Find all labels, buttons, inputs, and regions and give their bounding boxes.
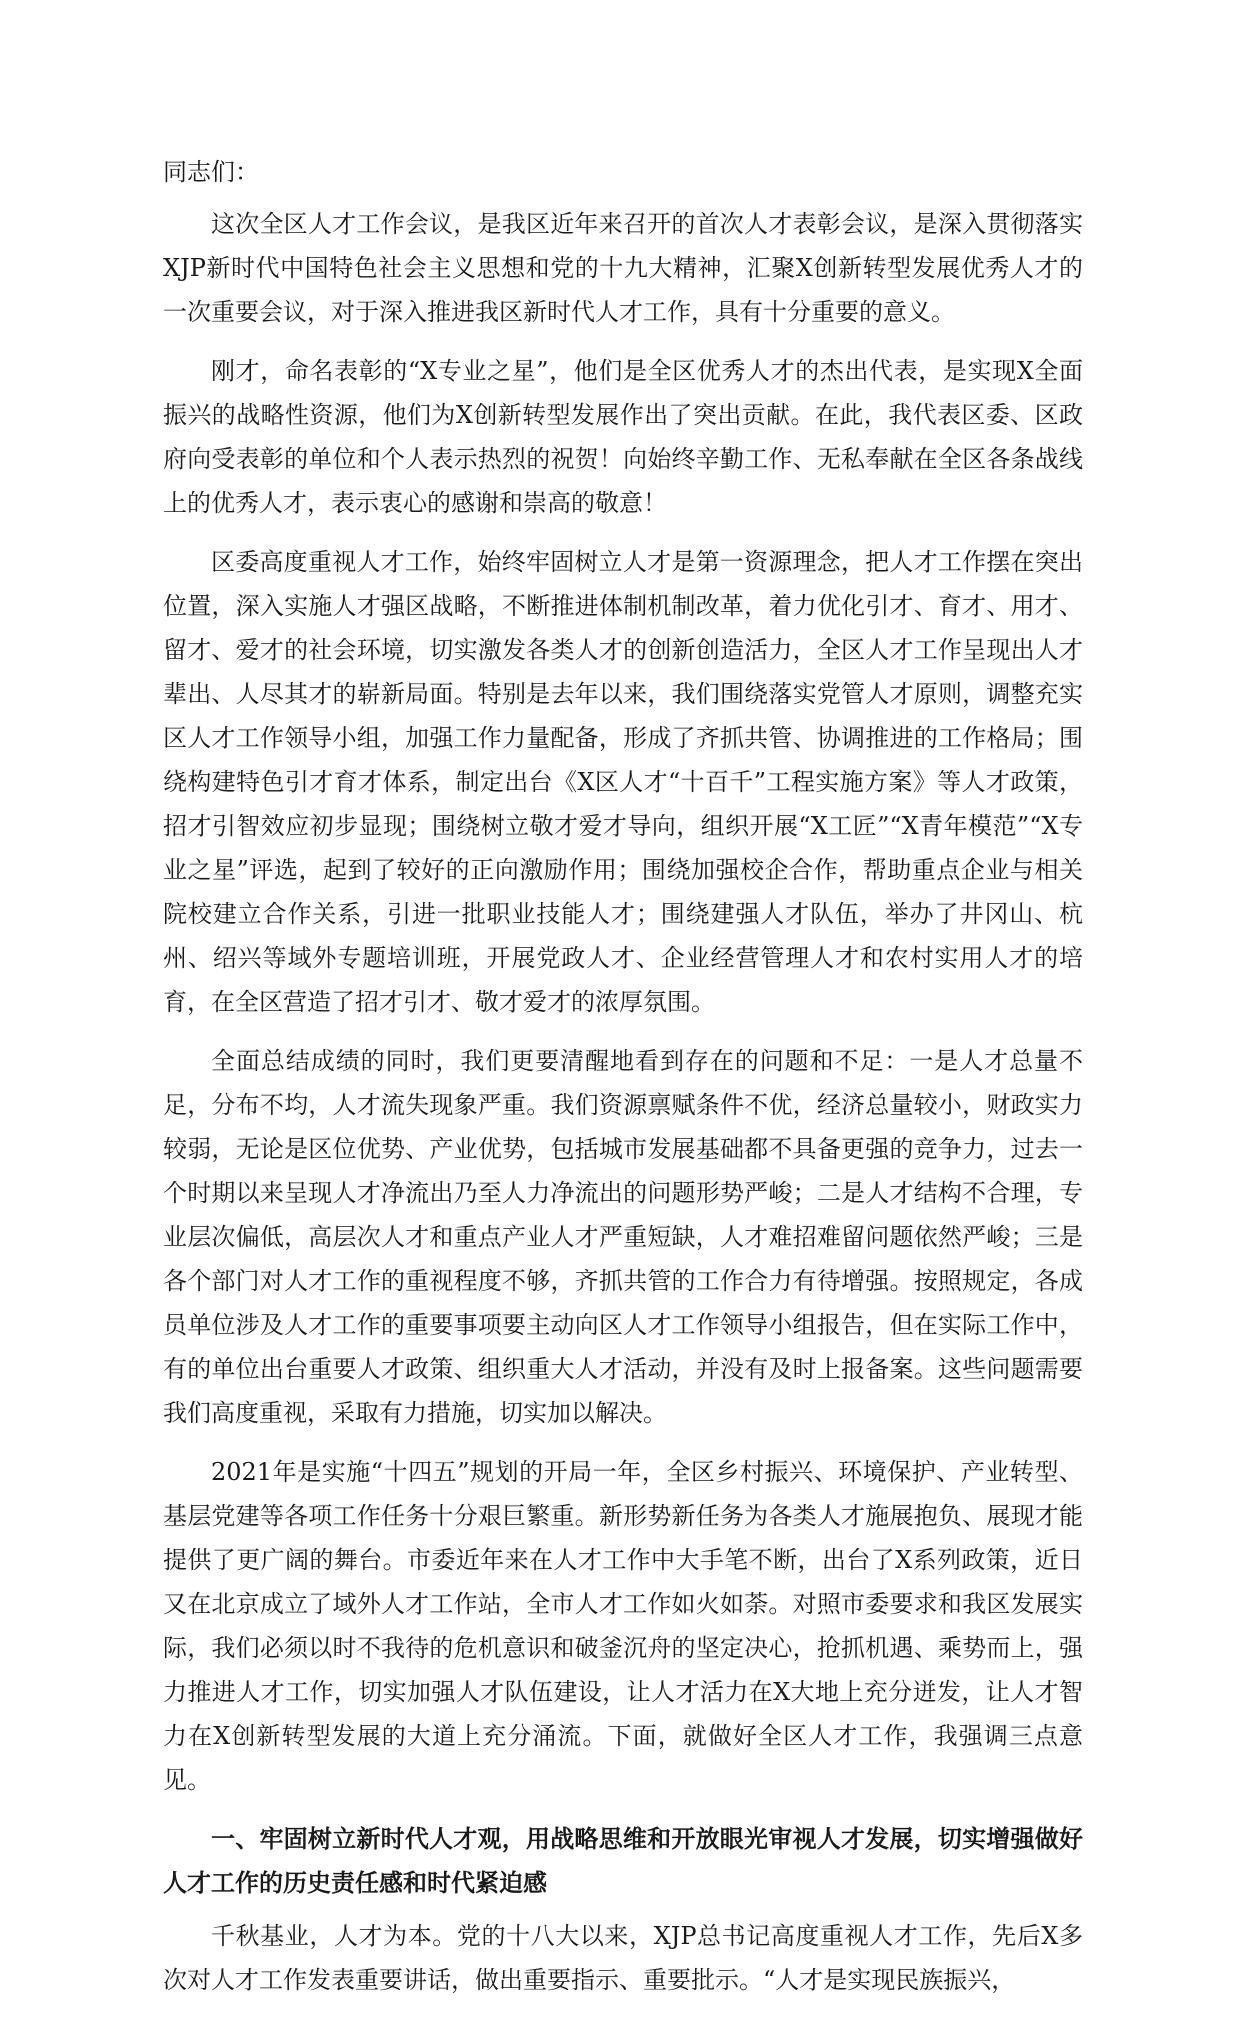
document-page	[163, 150, 1083, 2017]
section-heading-1: 一、牢固树立新时代人才观，用战略思维和开放眼光审视人才发展，切实增强做好人才工作的历史责任感和时代紧迫感	[163, 1824, 1083, 1897]
paragraph-2021-outlook: 2021年是实施“十四五”规划的开局一年，全区乡村振兴、环境保护、产业转型、基层党建等各项工作任务十分艰巨繁重。新形势新任务为各类人才施展抱负、展现才能提供了更广阔的舞台。市委近年来在人才工作中大手笔不断，出台了X系列政策，近日又在北京成立了域外人才工作站，全市人才工作如火如荼。对照市委要求和我区发展实际，我们必须以时不我待的危机意识和破釜沉舟的坚定决心，抢抓机遇、乘势而上，强力推进人才工作，切实加强人才队伍建设，让人才活力在X大地上充分迸发，让人才智力在X创新转型发展的大道上充分涌流。下面，就做好全区人才工作，我强调三点意见。	[163, 1458, 1083, 1794]
paragraph-problems: 全面总结成绩的同时，我们更要清醒地看到存在的问题和不足：一是人才总量不足，分布不均，人才流失现象严重。我们资源禀赋条件不优，经济总量较小，财政实力较弱，无论是区位优势、产业优势，包括城市发展基础都不具备更强的竞争力，过去一个时期以来呈现人才净流出乃至人力净流出的问题形势严峻；二是人才结构不合理，专业层次偏低，高层次人才和重点产业人才严重短缺，人才难招难留问题依然严峻；三是各个部门对人才工作的重视程度不够，齐抓共管的工作合力有待增强。按照规定，各成员单位涉及人才工作的重要事项要主动向区人才工作领导小组报告，但在实际工作中，有的单位出台重要人才政策、组织重大人才活动，并没有及时上报备案。这些问题需要我们高度重视，采取有力措施，切实加以解决。	[163, 1047, 1083, 1427]
paragraph-commendation: 刚才，命名表彰的“X专业之星”，他们是全区优秀人才的杰出代表，是实现X全面振兴的战略性资源，他们为X创新转型发展作出了突出贡献。在此，我代表区委、区政府向受表彰的单位和个人表示热烈的祝贺！向始终辛勤工作、无私奉献在全区各条战线上的优秀人才，表示衷心的感谢和崇高的敬意！	[163, 357, 1083, 517]
paragraph-achievements: 区委高度重视人才工作，始终牢固树立人才是第一资源理念，把人才工作摆在突出位置，深入实施人才强区战略，不断推进体制机制改革，着力优化引才、育才、用才、留才、爱才的社会环境，切实激发各类人才的创新创造活力，全区人才工作呈现出人才辈出、人尽其才的崭新局面。特别是去年以来，我们围绕落实党管人才原则，调整充实区人才工作领导小组，加强工作力量配备，形成了齐抓共管、协调推进的工作格局；围绕构建特色引才育才体系，制定出台《X区人才“十百千”工程实施方案》等人才政策，招才引智效应初步显现；围绕树立敬才爱才导向，组织开展“X工匠”“X青年模范”“X专业之星”评选，起到了较好的正向激励作用；围绕加强校企合作，帮助重点企业与相关院校建立合作关系，引进一批职业技能人才；围绕建强人才队伍，举办了井冈山、杭州、绍兴等域外专题培训班，开展党政人才、企业经营管理人才和农村实用人才的培育，在全区营造了招才引才、敬才爱才的浓厚氛围。	[163, 548, 1083, 1016]
paragraph-opening: 这次全区人才工作会议，是我区近年来召开的首次人才表彰会议，是深入贯彻落实XJP新时代中国特色社会主义思想和党的十九大精神，汇聚X创新转型发展优秀人才的一次重要会议，对于深入推进我区新时代人才工作，具有十分重要的意义。	[163, 210, 1083, 326]
paragraph-section-1-body: 千秋基业，人才为本。党的十八大以来，XJP总书记高度重视人才工作，先后X多次对人才工作发表重要讲话，做出重要指示、重要批示。“人才是实现民族振兴，	[163, 1922, 1083, 1994]
salutation: 同志们：	[163, 158, 259, 186]
